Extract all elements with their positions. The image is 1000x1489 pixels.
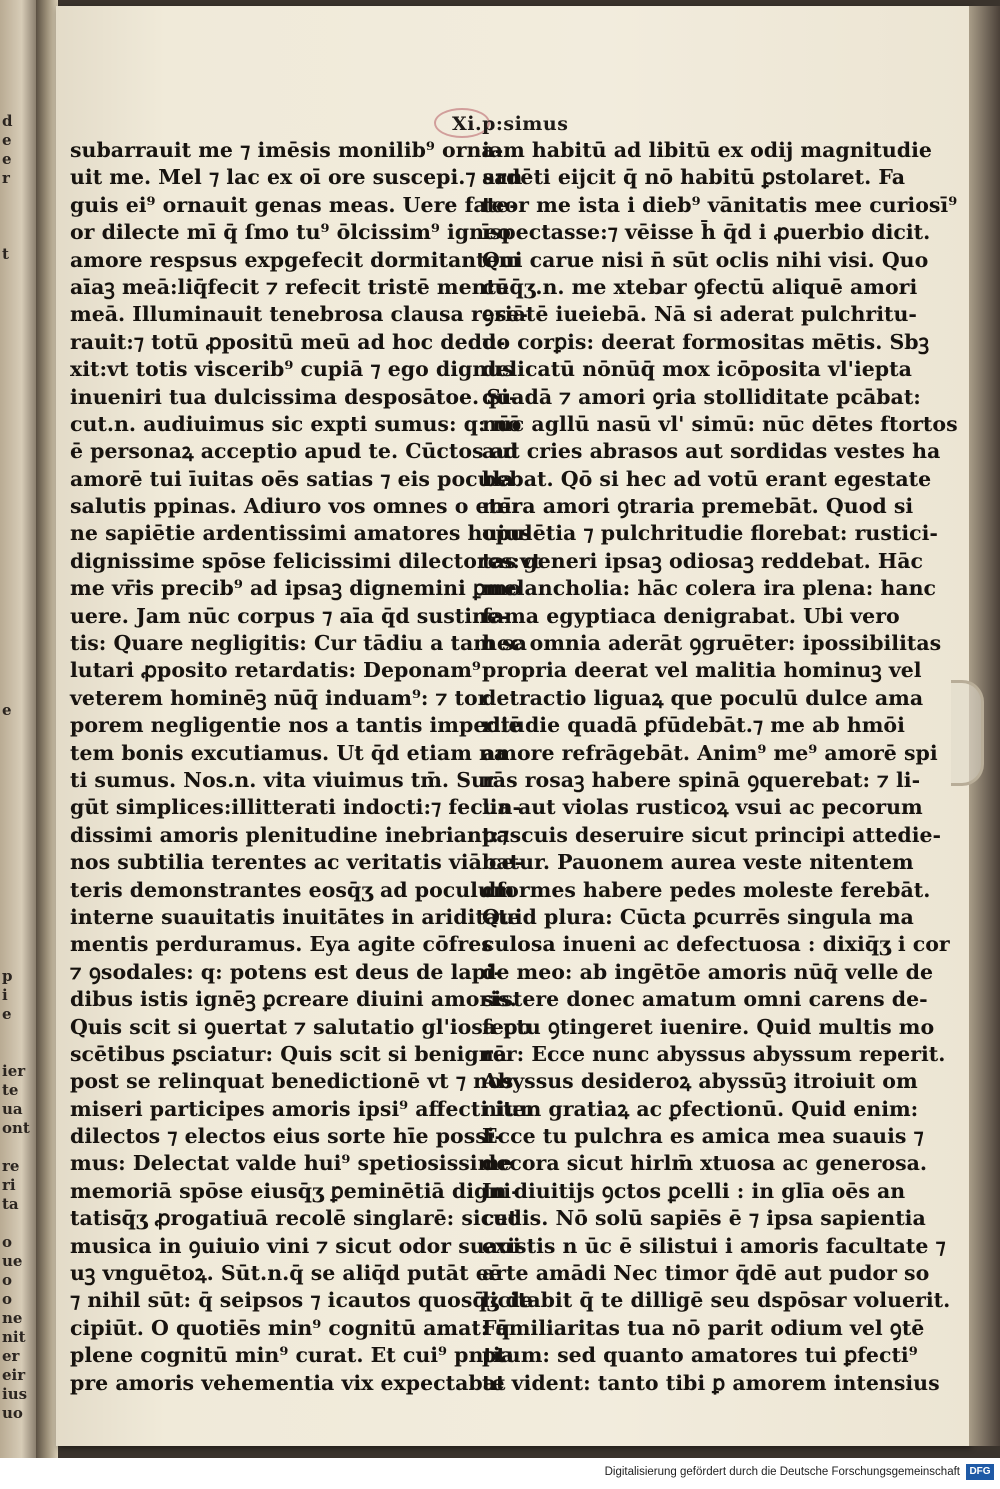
text-line: ꝯriātē iueiebā. Nā si aderat pulchritu- <box>482 302 917 327</box>
text-line: ⁊ nihil sūt: q̄ seipsos ⁊ icautos quosq̄ʒ de <box>70 1288 533 1313</box>
facing-page-fragment: d <box>2 112 13 130</box>
facing-page-fragment <box>2 1041 32 1060</box>
text-line: lia aut violas rusticoꝝ vsui ac pecorum <box>482 795 923 820</box>
facing-page-fragment <box>2 224 32 243</box>
text-line: arte amādi Nec timor q̄dē aut pudor so <box>482 1261 930 1286</box>
facing-page-fragment: o <box>2 1271 13 1289</box>
facing-page-fragment: p <box>2 967 13 985</box>
text-line: Ecce tu pulchra es amica mea suauis ⁊ <box>482 1124 924 1149</box>
text-line: quadā ⁊ amori ꝯria stolliditate pcābat: <box>482 384 921 409</box>
facing-page-fragment <box>2 414 32 433</box>
facing-page-fragment: eir <box>2 1366 26 1384</box>
facing-page-fragment: re <box>2 1157 20 1175</box>
funding-credit: Digitalisierung gefördert durch die Deutsche Forschungsgemeinschaft <box>604 1466 960 1478</box>
text-line: existis n ūc ē silistui i amoris facultate ⁊ <box>482 1233 946 1258</box>
facing-page-fragment <box>2 604 32 623</box>
text-line: Quid plura: Cūcta ꝑcurrēs singula ma <box>482 904 914 929</box>
text-line: tem bonis excutiamus. Ut q̄d etiam na <box>70 740 508 765</box>
facing-page-fragment <box>2 547 32 566</box>
text-line: nūc agllū nasū vl' simū: nūc dētes ftortos <box>482 411 958 436</box>
facing-page-fragment: e <box>2 1005 12 1023</box>
facing-page-fragment <box>2 1212 32 1231</box>
text-line: uere. Jam nūc corpus ⁊ aīa q̄d sustine- <box>70 603 509 628</box>
text-line: musica in ꝯuiuio vini ⁊ sicut odor suaui <box>70 1233 521 1258</box>
facing-page-fragment <box>2 889 32 908</box>
text-line: opulētia ⁊ pulchritudie florebat: rustici- <box>482 521 938 546</box>
text-line: fectu ꝯtingeret iuenire. Quid multis mo <box>482 1014 935 1039</box>
text-line: tis: Quare negligitis: Cur tādiu a tam sa <box>70 631 527 656</box>
page-headline: Xi.p:simus <box>452 113 569 135</box>
text-line: amore respsus expgefecit dormitantem <box>70 247 521 272</box>
facing-page-fragment: o <box>2 1233 13 1251</box>
text-line: interne suauitatis inuitātes in ariditate <box>70 904 521 929</box>
facing-page-fragment <box>2 433 32 452</box>
facing-page-fragment <box>2 509 32 528</box>
text-line: sistere donec amatum omni carens de- <box>482 987 928 1012</box>
text-line: mīra amori ꝯtraria premebāt. Quod si <box>482 494 914 519</box>
facing-page-fragment <box>2 775 32 794</box>
text-line: aut cries abrasos aut sordidas vestes ha <box>482 439 941 464</box>
footer-bar <box>0 1458 1000 1489</box>
facing-page-fragment <box>2 338 32 357</box>
text-line: Qui carue nisi n̄ sūt oclis nihi visi. Quo <box>482 247 929 272</box>
text-line: rās rosaꝫ habere spinā ꝯquerebat: ⁊ li- <box>482 767 921 792</box>
text-line: dignissime spōse felicissimi dilectores:vt <box>70 548 542 573</box>
text-line: or dilecte mī q̄ ſmo tu⁹ ōlcissim⁹ igneo <box>70 220 511 245</box>
facing-page-fragment <box>2 870 32 889</box>
text-line: ne sapiētie ardentissimi amatores huius <box>70 521 532 546</box>
facing-page-fragment: uo <box>2 1404 23 1422</box>
text-line: guis ei⁹ ornauit genas meas. Uere fate- <box>70 192 518 217</box>
text-line: mus: Delectat valde hui⁹ spetiosissime <box>70 1151 513 1176</box>
facing-page-fragment <box>2 832 32 851</box>
text-line: do corꝑis: deerat formositas mētis. Sbꝫ <box>482 329 930 354</box>
book-gutter <box>36 0 58 1458</box>
facing-page-fragment: ue <box>2 1252 23 1270</box>
text-line: In diuitijs ꝯctos ꝑcelli : in glīa oēs an <box>482 1178 906 1203</box>
facing-page-fragment: o <box>2 1290 13 1308</box>
facing-page-fragment: ont <box>2 1119 30 1137</box>
facing-page-fragments <box>2 110 32 1421</box>
text-line: cipiūt. O quotiēs min⁹ cognitū amat: q̄ <box>70 1315 510 1340</box>
text-line: pre amoris vehementia vix expectabat <box>70 1370 506 1395</box>
facing-page-fragment: te <box>2 1081 19 1099</box>
text-line: nos subtilia terentes ac veritatis viā ce- <box>70 850 524 875</box>
facing-page-fragment <box>2 528 32 547</box>
text-line: ē personaꝝ acceptio apud te. Cūctos ad <box>70 439 519 464</box>
text-line: mentis perduramus. Eya agite cōfres <box>70 932 493 957</box>
text-line: ptum: sed quanto amatores tui ꝑfecti⁹ <box>482 1343 918 1368</box>
text-line: plene cognitū min⁹ curat. Et cui⁹ pntia <box>70 1343 514 1368</box>
page-clip <box>951 680 984 786</box>
facing-page-fragment: i <box>2 986 8 1004</box>
text-line: lutari ꝓposito retardatis: Deponam⁹ <box>70 658 481 683</box>
facing-page-fragment <box>2 490 32 509</box>
text-line: batur. Pauonem aurea veste nitentem <box>482 850 914 875</box>
facing-page-fragment <box>2 851 32 870</box>
facing-page-fragment: e <box>2 701 12 719</box>
text-line: dibus istis ignēꝫ ꝑcreare diuini amoris. <box>70 987 517 1012</box>
text-line: culosa inueni ac defectuosa : dixiq̄ʒ i cor <box>482 932 950 957</box>
facing-page-fragment: nit <box>2 1328 26 1346</box>
text-line: dformes habere pedes moleste ferebāt. <box>482 877 931 902</box>
text-line: melancholia: hāc colera ira plena: hanc <box>482 576 936 601</box>
text-line: teor me ista i dieb⁹ vānitatis mee curiosī⁹ <box>482 192 958 217</box>
text-line: tas generi ipsaꝫ odiosaꝫ reddebat. Hāc <box>482 548 923 573</box>
facing-page-fragment <box>2 262 32 281</box>
facing-page-fragment <box>2 1136 32 1155</box>
text-line: rer: Ecce nunc abyssus abyssum reperit. <box>482 1041 946 1066</box>
text-line: tatisq̄ʒ ꝓrogatiuā recolē singlarē: sicut <box>70 1206 518 1231</box>
facing-page-fragment <box>2 357 32 376</box>
facing-page-fragment <box>2 319 32 338</box>
facing-page-fragment <box>2 300 32 319</box>
text-line: amorē tui īuitas oēs satias ⁊ eis pocula <box>70 466 514 491</box>
text-line: detractio liguaꝝ que poculū dulce ama <box>482 685 924 710</box>
text-line: bebat. Qō si hec ad votū erant egestate <box>482 466 932 491</box>
text-line: propria deerat vel malitia hominuꝫ vel <box>482 658 922 683</box>
text-column-left <box>70 137 542 1397</box>
text-line: inueniri tua dulcissima desposātoe. Si- <box>70 384 518 409</box>
text-line: miseri participes amoris ipsi⁹ affecti iter <box>70 1096 537 1121</box>
facing-page-fragment: ier <box>2 1062 26 1080</box>
facing-page-fragment <box>2 908 32 927</box>
facing-page-edge <box>0 0 36 1458</box>
text-line: gūt simplices:illitterati indocti:⁊ fecun- <box>70 795 522 820</box>
text-line: meā. Illuminauit tenebrosa clausa rese- <box>70 302 528 327</box>
facing-page-fragment <box>2 566 32 585</box>
facing-page-fragment <box>2 281 32 300</box>
facing-page-fragment <box>2 794 32 813</box>
facing-page-fragment <box>2 661 32 680</box>
text-column-right <box>482 137 958 1397</box>
facing-page-fragment <box>2 813 32 832</box>
facing-page-fragment <box>2 756 32 775</box>
facing-page-fragment <box>2 471 32 490</box>
facing-page-fragment: e <box>2 131 12 149</box>
text-line: cūq̄ʒ.n. me xtebar ꝯfectū aliquē amori <box>482 274 918 299</box>
text-line: iam habitū ad libitū ex odij magnitudie <box>482 138 932 162</box>
facing-page-fragment <box>2 946 32 965</box>
text-line: cedis. Nō solū sapiēs ē ⁊ ipsa sapientia <box>482 1206 926 1231</box>
facing-page-fragment <box>2 395 32 414</box>
text-line: ardēti eijcit q̄ nō habitū ꝑstolaret. Fa <box>482 165 906 190</box>
text-line: xit:vt totis viscerib⁹ cupiā ⁊ ego dignus <box>70 357 514 382</box>
text-line: cut.n. audiuimus sic expti sumus: q: nō <box>70 411 522 436</box>
facing-page-fragment: ta <box>2 1195 19 1213</box>
text-line: decora sicut hirlm̄ xtuosa ac generosa. <box>482 1151 928 1176</box>
facing-page-fragment <box>2 186 32 205</box>
facing-page-fragment: ius <box>2 1385 28 1403</box>
text-line: Abyssus desideroꝝ abyssūꝫ itroiuit om <box>482 1069 918 1094</box>
text-line: subarrauit me ⁊ imēsis monilib⁹ orna- <box>70 138 504 162</box>
facing-page-fragment <box>2 1022 32 1041</box>
text-line: ti sumus. Nos.n. vita viuimus tm̄. Sur <box>70 767 497 792</box>
text-line: uit me. Mel ⁊ lac ex oī ore suscepi.⁊ san <box>70 165 523 190</box>
text-line: fama egyptiaca denigrabat. Ubi vero <box>482 603 900 628</box>
text-line: dilectos ⁊ electos eius sorte hīe possi- <box>70 1124 504 1149</box>
facing-page-fragment <box>2 680 32 699</box>
text-line: scētibus ꝑsciatur: Quis scit si benignā <box>70 1041 507 1066</box>
facing-page-fragment <box>2 205 32 224</box>
text-line: Quis scit si ꝯuertat ⁊ salutatio gl'iosa po <box>70 1014 532 1039</box>
text-line: post se relinquat benedictionē vt ⁊ nos <box>70 1069 514 1094</box>
facing-page-fragment: e <box>2 150 12 168</box>
text-line: me vr̄is precib⁹ ad ipsaꝫ dignemini ꝑmo <box>70 576 521 601</box>
text-line: amore refrāgebāt. Anim⁹ me⁹ amorē spi <box>482 740 938 765</box>
text-line: dissimi amoris plenitudine inebriant:⁊ <box>70 822 510 847</box>
text-line: pascuis deseruire sicut principi attedie- <box>482 822 942 847</box>
text-line: uꝫ vnguētoꝝ. Sūt.n.q̄ se aliq̄d putāt eē <box>70 1261 502 1286</box>
text-line: nium gratiaꝝ ac ꝑfectionū. Quid enim: <box>482 1096 919 1121</box>
text-line: te vident: tanto tibi ꝑ amorem intensius <box>482 1370 940 1395</box>
facing-page-fragment <box>2 452 32 471</box>
text-line: Familiaritas tua nō parit odium vel ꝯtē <box>482 1315 925 1340</box>
facing-page-fragment: er <box>2 1347 20 1365</box>
text-line: de meo: ab ingētōe amoris nūq̄ velle de <box>482 959 934 984</box>
facing-page-fragment <box>2 737 32 756</box>
facing-page-fragment: ri <box>2 1176 16 1194</box>
facing-page-fragment: r <box>2 169 10 187</box>
text-line: porem negligentie nos a tantis impediē <box>70 713 522 738</box>
text-line: licitabit q̄ te dilligē seu dspōsar voluerit. <box>482 1288 951 1313</box>
text-line: veterem hominēꝫ nūq̄ induam⁹: ⁊ tor <box>70 685 489 710</box>
facing-page-fragment: ua <box>2 1100 23 1118</box>
text-line: rauit:⁊ totū ꝓpositū meū ad hoc dedu- <box>70 329 506 354</box>
facing-page-fragment: ne <box>2 1309 23 1327</box>
facing-page-fragment <box>2 927 32 946</box>
facing-page-fragment <box>2 718 32 737</box>
text-line: hec omnia aderāt ꝯgruēter: ipossibilitas <box>482 631 942 656</box>
text-line: īspectasse:⁊ vēisse h̄ q̄d i ꝓuerbio dicit. <box>482 220 931 245</box>
facing-page-fragment <box>2 585 32 604</box>
facing-page-fragment <box>2 642 32 661</box>
facing-page-fragment: t <box>2 245 9 263</box>
text-line: delicatū nōnūq̄ mox icōposita vl'iepta <box>482 357 912 382</box>
text-line: ritudie quadā ꝑfūdebāt.⁊ me ab hmōi <box>482 713 905 738</box>
dfg-logo-icon: DFG <box>966 1464 994 1480</box>
facing-page-fragment <box>2 376 32 395</box>
text-line: teris demonstrantes eosq̄ʒ ad poculum <box>70 877 515 902</box>
text-line: memoriā spōse eiusq̄ʒ ꝑeminētiā digni- <box>70 1178 520 1203</box>
text-line: ⁊ ꝯsodales: q: potens est deus de lapi- <box>70 959 503 984</box>
facing-page-fragment <box>2 623 32 642</box>
text-line: salutis ppinas. Adiuro vos omnes o eter <box>70 494 522 519</box>
text-line: aīaꝫ meā:liq̄fecit ⁊ refecit tristē mentē <box>70 274 510 299</box>
